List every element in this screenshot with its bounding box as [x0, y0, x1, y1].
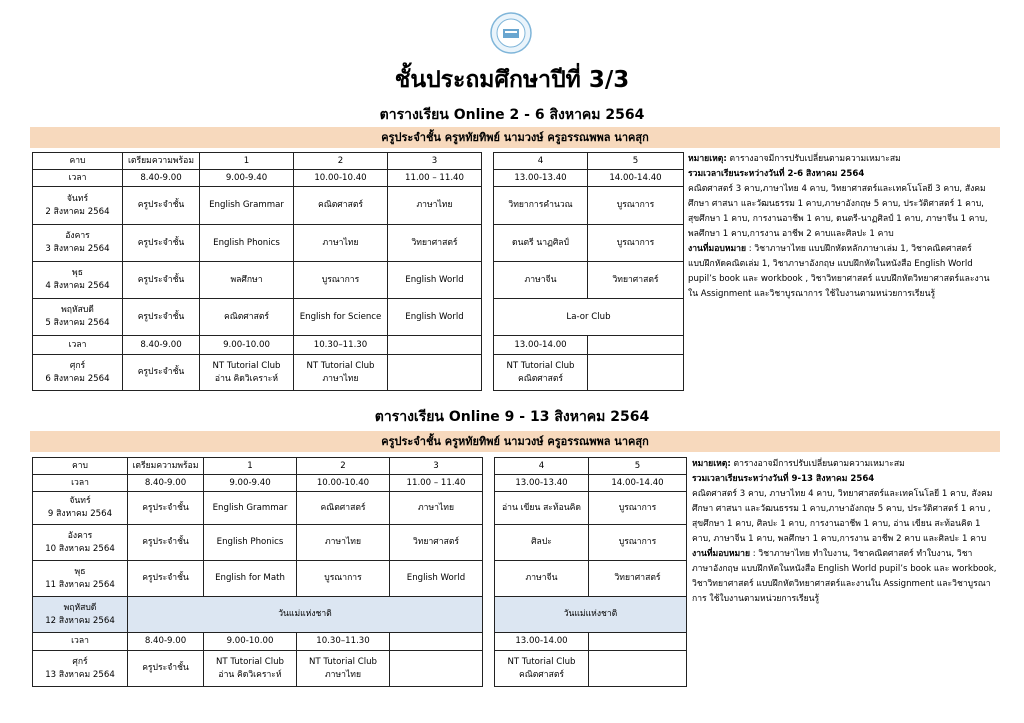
class-cell: บูรณาการ: [589, 525, 687, 561]
week2-subtitle: ตารางเรียน Online 9 - 13 สิงหาคม 2564: [374, 409, 650, 425]
table-row: [33, 187, 684, 225]
empty-cell: [390, 633, 483, 651]
header-cell: 2: [294, 153, 388, 170]
day-cell: อังคาร 10 สิงหาคม 2564: [33, 525, 128, 561]
class-cell: วิทยาการคำนวณ: [494, 187, 588, 225]
friday-time-row: [33, 633, 687, 651]
class-cell: วิทยาศาสตร์: [589, 561, 687, 597]
time-cell: 9.00-9.40: [204, 475, 297, 492]
empty-cell: [388, 355, 482, 391]
time-row: [33, 475, 687, 492]
time-cell: 8.40-9.00: [123, 336, 200, 355]
class-cell: English for Science: [294, 299, 388, 336]
table-row: [33, 561, 687, 597]
class-cell: คณิตศาสตร์: [294, 187, 388, 225]
lunch-gap: [483, 475, 495, 492]
class-cell: English for Math: [204, 561, 297, 597]
class-cell: ศิลปะ: [495, 525, 589, 561]
class-cell: ดนตรี นาฏศิลป์: [494, 225, 588, 262]
empty-cell: [588, 355, 684, 391]
class-cell: NT Tutorial Club ภาษาไทย: [297, 651, 390, 687]
lunch-gap: [482, 187, 494, 225]
lunch-gap: [483, 525, 495, 561]
lunch-gap: [482, 153, 494, 170]
empty-cell: [388, 336, 482, 355]
class-cell: คณิตศาสตร์: [297, 492, 390, 525]
header-cell: 3: [388, 153, 482, 170]
time-cell: 10.30–11.30: [294, 336, 388, 355]
time-cell: 10.30–11.30: [297, 633, 390, 651]
lunch-gap: [482, 355, 494, 391]
holiday-row: [33, 597, 687, 633]
class-cell: ครูประจำชั้น: [123, 355, 200, 391]
time-cell: 13.00-14.00: [495, 633, 589, 651]
header-cell: เตรียมความพร้อม: [123, 153, 200, 170]
time-cell: 8.40-9.00: [128, 475, 204, 492]
table-row: [33, 355, 684, 391]
lunch-gap: [483, 651, 495, 687]
time-cell: 8.40-9.00: [128, 633, 204, 651]
lunch-gap: [482, 262, 494, 299]
lunch-gap: [482, 170, 494, 187]
class-cell: ครูประจำชั้น: [128, 561, 204, 597]
time-cell: 8.40-9.00: [123, 170, 200, 187]
class-cell: ภาษาไทย: [390, 492, 483, 525]
table-header-row: [33, 458, 687, 475]
class-cell: ครูประจำชั้น: [123, 187, 200, 225]
empty-cell: [588, 336, 684, 355]
class-cell: บูรณาการ: [294, 262, 388, 299]
class-cell: ภาษาจีน: [495, 561, 589, 597]
day-cell: พฤหัสบดี 5 สิงหาคม 2564: [33, 299, 123, 336]
class-cell: บูรณาการ: [589, 492, 687, 525]
empty-cell: [589, 633, 687, 651]
class-cell: วิทยาศาสตร์: [588, 262, 684, 299]
class-cell: บูรณาการ: [297, 561, 390, 597]
day-cell: พุธ 11 สิงหาคม 2564: [33, 561, 128, 597]
table-header-row: [33, 153, 684, 170]
time-cell: 11.00 – 11.40: [390, 475, 483, 492]
holiday-cell: วันแม่แห่งชาติ: [128, 597, 483, 633]
header-cell: เตรียมความพร้อม: [128, 458, 204, 475]
day-cell: พฤหัสบดี 12 สิงหาคม 2564: [33, 597, 128, 633]
time-cell: 13.00-14.00: [494, 336, 588, 355]
class-cell: ครูประจำชั้น: [128, 651, 204, 687]
time-cell: 11.00 – 11.40: [388, 170, 482, 187]
time-cell: 13.00-13.40: [494, 170, 588, 187]
week1-notes: หมายเหตุ: ตารางอาจมีการปรับเปลี่ยนตามความเหมาะสม รวมเวลาเรียนระหว่างวันที่ 2-6 สิงหาคม 2564 คณิตศาสตร์ 3 คาบ,ภาษาไทย 4 คาบ, วิทยาศาสตร์และเทคโนโลยี 3 คาบ, สังคม ศึกษา ศาสนา และวัฒนธรรม 1 คาบ,ภาษาอังกฤษ 5 คาบ, ประวัติศาสตร์ 1 คาบ, สุขศึกษา 1 คาบ, การงานอาชีพ 1 คาบ, ดนตรี-นาฏศิลป์ 1 คาบ, ภาษาจีน 1 คาบ, พลศึกษา 1 คาบ,การงาน อาชีพ 2 คาบและศิลปะ 1 คาบ งานที่มอบหมาย : วิชาภาษาไทย แบบฝึกหัดหลักภาษาเล่ม 1, วิชาคณิตศาสตร์ แบบฝึกหัดคณิตเล่ม 1, วิชาภาษาอังกฤษ แบบฝึกหัดในหนังสือ English World pupil’s book และ workbook , วิชาวิทยาศาสตร์ แบบฝึกหัดวิทยาศาสตร์และงาน ใน Assignment และวิชาบูรณาการ ใช้ใบงานตามหน่วยการเรียนรู้: [688, 154, 990, 299]
class-cell: ภาษาไทย: [294, 225, 388, 262]
club-cell: La-or Club: [494, 299, 684, 336]
class-cell: ครูประจำชั้น: [128, 525, 204, 561]
header-cell: คาบ: [33, 458, 128, 475]
class-cell: ภาษาไทย: [388, 187, 482, 225]
class-cell: English World: [388, 299, 482, 336]
class-cell: ครูประจำชั้น: [128, 492, 204, 525]
time-cell: 9.00-9.40: [200, 170, 294, 187]
lunch-gap: [483, 597, 495, 633]
class-cell: ภาษาไทย: [297, 525, 390, 561]
class-cell: ภาษาจีน: [494, 262, 588, 299]
class-cell: English Grammar: [200, 187, 294, 225]
class-cell: NT Tutorial Club คณิตศาสตร์: [495, 651, 589, 687]
class-cell: NT Tutorial Club ภาษาไทย: [294, 355, 388, 391]
header-cell: 1: [200, 153, 294, 170]
class-cell: คณิตศาสตร์: [200, 299, 294, 336]
week1-teachers-band: ครูประจำชั้น ครูหทัยทิพย์ นามวงษ์ ครูอรรณพพล นาคสุก: [30, 127, 1000, 148]
lunch-gap: [482, 225, 494, 262]
day-cell: ศุกร์ 6 สิงหาคม 2564: [33, 355, 123, 391]
time-label: เวลา: [33, 475, 128, 492]
day-cell: อังคาร 3 สิงหาคม 2564: [33, 225, 123, 262]
class-cell: NT Tutorial Club อ่าน คิดวิเคราะห์: [204, 651, 297, 687]
lunch-gap: [483, 492, 495, 525]
week1-schedule-table: [32, 152, 684, 391]
class-cell: ครูประจำชั้น: [123, 262, 200, 299]
week2-schedule-table: [32, 457, 687, 687]
class-cell: NT Tutorial Club คณิตศาสตร์: [494, 355, 588, 391]
time-cell: 9.00-10.00: [204, 633, 297, 651]
class-cell: อ่าน เขียน สะท้อนคิด: [495, 492, 589, 525]
class-cell: บูรณาการ: [588, 225, 684, 262]
time-cell: 14.00-14.40: [588, 170, 684, 187]
header-cell: 5: [588, 153, 684, 170]
time-cell: 13.00-13.40: [495, 475, 589, 492]
class-cell: English World: [390, 561, 483, 597]
class-cell: พลศึกษา: [200, 262, 294, 299]
lunch-gap: [483, 458, 495, 475]
friday-time-row: [33, 336, 684, 355]
table-row: [33, 525, 687, 561]
week2-notes: หมายเหตุ: ตารางอาจมีการปรับเปลี่ยนตามความเหมาะสม รวมเวลาเรียนระหว่างวันที่ 9-13 สิงหาคม 2564 คณิตศาสตร์ 3 คาบ, ภาษาไทย 4 คาบ, วิทยาศาสตร์และเทคโนโลยี 1 คาบ, สังคม ศึกษา ศาสนา และวัฒนธรรม 1 คาบ,ภาษาอังกฤษ 5 คาบ, ประวัติศาสตร์ 1 คาบ , สุขศึกษา 1 คาบ, ศิลปะ 1 คาบ, การงานอาชีพ 1 คาบ, อ่าน เขียน สะท้อนคิด 1 คาบ, ภาษาจีน 1 คาบ, พลศึกษา 1 คาบ,การงาน อาชีพ 2 คาบ และศิลปะ 1 คาบ งานที่มอบหมาย : วิชาภาษาไทย ทำใบงาน, วิชาคณิตศาสตร์ ทำใบงาน, วิชา ภาษาอังกฤษ แบบฝึกหัดในหนังสือ English World pupil’s book และ workbook, วิชาวิทยาศาสตร์ แบบฝึกหัดวิทยาศาสตร์และงานใน Assignment และวิชาบูรณา การ ใช้ใบงานตามหน่วยการเรียนรู้: [692, 459, 997, 604]
day-cell: จันทร์ 2 สิงหาคม 2564: [33, 187, 123, 225]
week1-subtitle: ตารางเรียน Online 2 - 6 สิงหาคม 2564: [379, 107, 645, 123]
school-seal-icon: [490, 12, 532, 54]
time-label: เวลา: [33, 170, 123, 187]
day-cell: จันทร์ 9 สิงหาคม 2564: [33, 492, 128, 525]
holiday-cell: วันแม่แห่งชาติ: [495, 597, 687, 633]
header-cell: คาบ: [33, 153, 123, 170]
class-cell: บูรณาการ: [588, 187, 684, 225]
header-cell: 2: [297, 458, 390, 475]
header-cell: 1: [204, 458, 297, 475]
header-cell: 4: [494, 153, 588, 170]
table-row: [33, 492, 687, 525]
table-row: [33, 262, 684, 299]
table-row: [33, 299, 684, 336]
time-label: เวลา: [33, 633, 128, 651]
class-cell: English Grammar: [204, 492, 297, 525]
time-label: เวลา: [33, 336, 123, 355]
time-cell: 9.00-10.00: [200, 336, 294, 355]
table-row: [33, 225, 684, 262]
table-row: [33, 651, 687, 687]
page-title: ชั้นประถมศึกษาปีที่ 3/3: [394, 67, 630, 93]
header-cell: 5: [589, 458, 687, 475]
day-cell: ศุกร์ 13 สิงหาคม 2564: [33, 651, 128, 687]
time-cell: 14.00-14.40: [589, 475, 687, 492]
time-row: [33, 170, 684, 187]
header-cell: 4: [495, 458, 589, 475]
class-cell: วิทยาศาสตร์: [390, 525, 483, 561]
lunch-gap: [483, 633, 495, 651]
header-cell: 3: [390, 458, 483, 475]
class-cell: English Phonics: [204, 525, 297, 561]
lunch-gap: [482, 336, 494, 355]
time-cell: 10.00-10.40: [297, 475, 390, 492]
class-cell: English Phonics: [200, 225, 294, 262]
class-cell: ครูประจำชั้น: [123, 299, 200, 336]
class-cell: วิทยาศาสตร์: [388, 225, 482, 262]
class-cell: English World: [388, 262, 482, 299]
time-cell: 10.00-10.40: [294, 170, 388, 187]
day-cell: พุธ 4 สิงหาคม 2564: [33, 262, 123, 299]
lunch-gap: [483, 561, 495, 597]
lunch-gap: [482, 299, 494, 336]
empty-cell: [589, 651, 687, 687]
week2-teachers-band: ครูประจำชั้น ครูหทัยทิพย์ นามวงษ์ ครูอรรณพพล นาคสุก: [30, 431, 1000, 452]
empty-cell: [390, 651, 483, 687]
class-cell: ครูประจำชั้น: [123, 225, 200, 262]
class-cell: NT Tutorial Club อ่าน คิดวิเคราะห์: [200, 355, 294, 391]
